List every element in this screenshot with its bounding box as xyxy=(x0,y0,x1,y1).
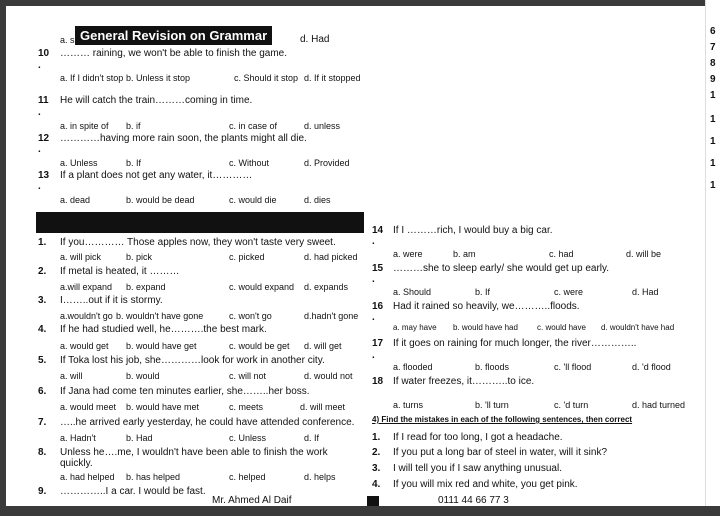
question-text: …………..I a car. I would be fast. xyxy=(60,486,206,497)
option: c. were xyxy=(554,287,584,297)
question-text: …………having more rain soon, the plants might all die. xyxy=(60,133,307,144)
side-number: 1 xyxy=(710,180,716,191)
question-text: If he had studied well, he……….the best mark. xyxy=(60,324,267,335)
option: c. would have xyxy=(537,323,586,332)
question-text: If you………… Those apples now, they won't taste very sweet. xyxy=(60,237,336,248)
option: d. unless xyxy=(304,121,341,131)
side-number: 9 xyxy=(710,74,716,85)
question-text: If water freezes, it………..to ice. xyxy=(393,376,535,387)
option: a. flooded xyxy=(393,362,433,372)
mistake-number: 3. xyxy=(372,463,381,474)
option: c. 'll flood xyxy=(554,362,592,372)
option: a. Should xyxy=(393,287,432,297)
option: a. will pick xyxy=(60,252,102,262)
option: b. Had xyxy=(126,433,153,443)
option: b. would xyxy=(126,371,160,381)
option: d. will meet xyxy=(300,402,346,412)
question-number: 17 xyxy=(372,338,384,349)
question-text-continued: quickly. xyxy=(60,458,93,469)
option: d. expands xyxy=(304,282,349,292)
option: a. Hadn't xyxy=(60,433,96,443)
question-text: If Toka lost his job, she…………look for work in another city. xyxy=(60,355,325,366)
option: d. If xyxy=(304,433,320,443)
option: c. Should it stop xyxy=(234,73,299,83)
bullet-dot: . xyxy=(38,181,41,192)
question-number: 15 xyxy=(372,263,384,274)
option: b. Unless it stop xyxy=(126,73,191,83)
frame-top xyxy=(0,0,720,6)
question-number: 18 xyxy=(372,376,384,387)
option: d. dies xyxy=(304,195,331,205)
question-number: 1. xyxy=(38,237,47,248)
option: b. expand xyxy=(126,282,166,292)
side-number: 7 xyxy=(710,42,716,53)
option: d.hadn't gone xyxy=(304,311,359,321)
question-text: If Jana had come ten minutes earlier, she……..her boss. xyxy=(60,386,310,397)
option: b. if xyxy=(126,121,141,131)
question-text: If I ………rich, I would buy a big car. xyxy=(393,225,553,236)
option: a. were xyxy=(393,249,423,259)
mistake-number: 1. xyxy=(372,432,381,443)
option: b. 'll turn xyxy=(475,400,509,410)
option: a. in spite of xyxy=(60,121,109,131)
option: c. in case of xyxy=(229,121,278,131)
option: c. meets xyxy=(229,402,264,412)
bullet-dot: . xyxy=(372,350,375,361)
mistake-sentence: If I read for too long, I got a headache. xyxy=(393,432,563,443)
option: d. If it stopped xyxy=(304,73,361,83)
side-number: 1 xyxy=(710,90,716,101)
option: a. will xyxy=(60,371,83,381)
top-option-a: a. s xyxy=(60,35,75,45)
frame-bottom xyxy=(0,506,720,516)
mistake-number: 2. xyxy=(372,447,381,458)
option: c. had xyxy=(549,249,574,259)
section-heading: 4) Find the mistakes in each of the following sentences, then correct xyxy=(372,415,633,424)
side-number: 8 xyxy=(710,58,716,69)
option: c. will not xyxy=(229,371,267,381)
option: c. picked xyxy=(229,252,265,262)
option: c. would expand xyxy=(229,282,295,292)
option: a. turns xyxy=(393,400,424,410)
page-title: General Revision on Grammar xyxy=(75,26,272,45)
mistake-sentence: If you put a long bar of steel in water, will it sink? xyxy=(393,447,607,458)
option: b. am xyxy=(453,249,476,259)
question-text: I……..out if it is stormy. xyxy=(60,295,163,306)
question-text: He will catch the train………coming in time. xyxy=(60,95,253,106)
option: b. pick xyxy=(126,252,153,262)
footer-phone: 0111 44 66 77 3 xyxy=(438,495,509,506)
option: d. 'd flood xyxy=(632,362,671,372)
side-number: 6 xyxy=(710,26,716,37)
option: c. won't go xyxy=(229,311,272,321)
question-number: 5. xyxy=(38,355,47,366)
option: d. Had xyxy=(632,287,659,297)
question-number: 4. xyxy=(38,324,47,335)
mistake-sentence: I will tell you if I saw anything unusual. xyxy=(393,463,562,474)
option: d. would not xyxy=(304,371,353,381)
option: b. If xyxy=(126,158,142,168)
option: c. Without xyxy=(229,158,270,168)
question-text: …..he arrived early yesterday, he could have attended conference. xyxy=(60,417,355,428)
question-number: 16 xyxy=(372,301,384,312)
footer-redaction xyxy=(367,496,379,506)
frame-left xyxy=(0,0,6,516)
option: c. helped xyxy=(229,472,266,482)
option: b. If xyxy=(475,287,491,297)
option: a. had helped xyxy=(60,472,115,482)
option: c. would die xyxy=(229,195,277,205)
question-text: Unless he….me, I wouldn't have been able to finish the work xyxy=(60,447,328,458)
question-number: 11 xyxy=(38,95,49,106)
bullet-dot: . xyxy=(38,144,41,155)
mistake-number: 4. xyxy=(372,479,381,490)
option: d. had turned xyxy=(632,400,686,410)
option: d. had picked xyxy=(304,252,358,262)
footer-author: Mr. Ahmed Al Daif xyxy=(212,495,292,506)
question-number: 8. xyxy=(38,447,47,458)
question-text: If it goes on raining for much longer, the river………….. xyxy=(393,338,637,349)
option: a. would meet xyxy=(60,402,117,412)
bullet-dot: . xyxy=(372,312,375,323)
side-number: 1 xyxy=(710,158,716,169)
option: c. would be get xyxy=(229,341,290,351)
question-text: If metal is heated, it ……… xyxy=(60,266,180,277)
question-number: 13 xyxy=(38,170,50,181)
option: b. would have met xyxy=(126,402,200,412)
question-number: 9. xyxy=(38,486,47,497)
option: b. would have get xyxy=(126,341,197,351)
bullet-dot: . xyxy=(38,107,41,118)
option: c. Unless xyxy=(229,433,267,443)
option: c. 'd turn xyxy=(554,400,589,410)
question-text: ……… raining, we won't be able to finish the game. xyxy=(60,48,288,59)
option: b. has helped xyxy=(126,472,181,482)
option: d. will get xyxy=(304,341,342,351)
option: b. would be dead xyxy=(126,195,195,205)
redacted-heading xyxy=(36,212,364,233)
bullet-dot: . xyxy=(372,236,375,247)
question-number: 3. xyxy=(38,295,47,306)
question-number: 2. xyxy=(38,266,47,277)
mistake-sentence: If you will mix red and white, you get pink. xyxy=(393,479,578,490)
question-number: 10 xyxy=(38,48,50,59)
bullet-dot: . xyxy=(38,60,41,71)
option: b. wouldn't have gone xyxy=(116,311,204,321)
question-text: If a plant does not get any water, it………… xyxy=(60,170,253,181)
option: a.will expand xyxy=(60,282,113,292)
side-number: 1 xyxy=(710,136,716,147)
option: a. If I didn't stop xyxy=(60,73,124,83)
question-number: 14 xyxy=(372,225,384,236)
question-number: 6. xyxy=(38,386,47,397)
option: a. dead xyxy=(60,195,91,205)
top-option-d: d. Had xyxy=(300,34,330,45)
option: d. Provided xyxy=(304,158,350,168)
option: b. floods xyxy=(475,362,510,372)
bullet-dot: . xyxy=(372,274,375,285)
option: a. would get xyxy=(60,341,109,351)
option: a. may have xyxy=(393,323,437,332)
side-number: 1 xyxy=(710,114,716,125)
question-text: ………she to sleep early/ she would get up early. xyxy=(393,263,610,274)
question-number: 12 xyxy=(38,133,50,144)
option: a. Unless xyxy=(60,158,98,168)
option: b. would have had xyxy=(453,323,518,332)
question-number: 7. xyxy=(38,417,47,428)
option: d. will be xyxy=(626,249,662,259)
option: a.wouldn't go xyxy=(60,311,113,321)
question-text: Had it rained so heavily, we………..floods. xyxy=(393,301,580,312)
option: d. wouldn't have had xyxy=(601,323,675,332)
option: d. helps xyxy=(304,472,336,482)
